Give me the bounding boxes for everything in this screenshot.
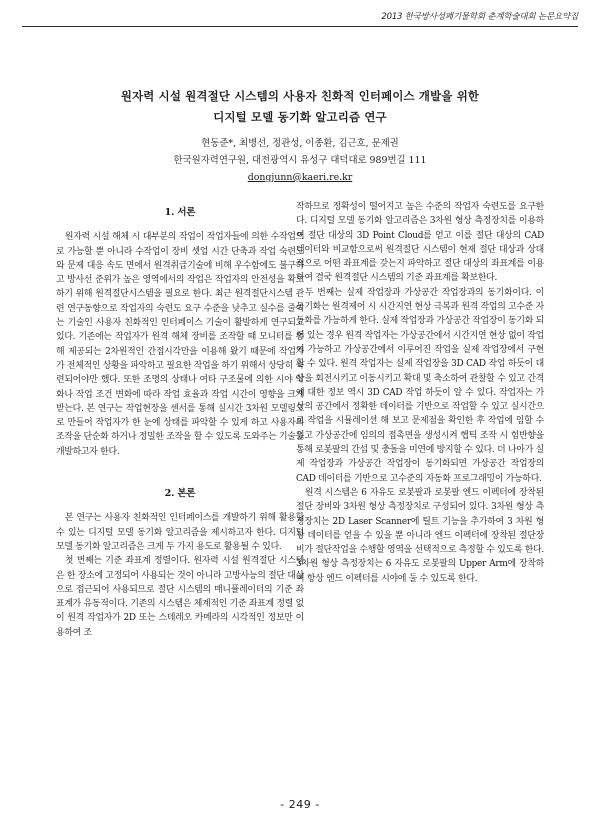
right-column	[296, 200, 544, 586]
paper-title	[0, 86, 600, 128]
paragraph: 첫 번째는 기준 좌표계 정렬이다. 원자력 시설 원격절단 시스템은 한 장소에 고정되어 사용되는 것이 아니라 고방사능의 절단 대상으로 접근되어 사용되므로 절단 시스템의 매니퓰레이터의 기준 좌표계가 유동적이다. 기존의 시스템은 체계적인 기준 좌표계 정렬 없이 원격 작업자가 2D 또는 스테레오 카메라의 시각적인 정보만 이용하여 조	[56, 556, 304, 638]
paragraph: 두 번째는 실제 작업장과 가상공간 작업장과의 동기화이다. 이 동기화는 원격제어 시 시간지연 현상 극복과 원격 작업의 고수준 자동화를 가능하게 한다. 실제 작업장과 가상공간 작업장이 동기화 되어 있는 경우 원격 작업자는 가상공간에서 시간지연 현상 없이 작업이 가능하고 가상공간에서 이루어진 작업을 실제 작업장에서 구현할 수 있다. 원격 작업자는 실제 작업장을 3D CAD 작업 하듯이 대상을 회전시키고 이동시키고 확대 및 축소하여 관찰할 수 있고 간격에 대한 정보 역시 3D CAD 작업 하듯이 알 수 있다. 작업자는 가상의 공간에서 정확한 데이터를 기반으로 작업할 수 있고 실시간으로 작업을 시뮬레이션 해 보고 문제점을 확인한 후 작업에 임할 수 있고 가상공간에 임의의 접촉면을 생성시켜 햅틱 조작 시 힘반향을 통해 로봇팔의 간섭 및 충돌을 미연에 방지할 수 있다. 더 나아가 실제 작업장과 가상공간 작업장이 동기화되면 가상공간 작업장의 CAD 데이터를 기반으로 고수준의 자동화 프로그래밍이 가능하다.	[296, 287, 544, 484]
section-heading-introduction: 1. 서론	[164, 207, 196, 218]
page-number: - 249 -	[280, 798, 320, 811]
email-link[interactable]	[0, 169, 600, 186]
paragraph: 본 연구는 사용자 친화적인 인터페이스를 개발하기 위해 활용할 수 있는 디지털 모델 동기화 알고리즘을 제시하고자 한다. 디지털 모델 동기화 알고리즘은 크게 두 가지 용도로 활용될 수 있다.	[56, 513, 304, 552]
author-block	[0, 135, 600, 186]
author-names: 현동준*, 최병선, 정관성, 이종환, 김근호, 문제권	[201, 138, 399, 149]
section-heading-body: 2. 본론	[164, 488, 196, 500]
paragraph: 작하므로 정확성이 떨어지고 높은 수준의 작업자 숙련도를 요구한다. 디지털 모델 동기화 알고리즘은 3차원 형상 측정장치를 이용하여 절단 대상의 3D Point Cloud를 얻고 이를 절단 대상의 CAD 데이터와 비교함으로써 원격절단 시스템이 현재 절단 대상과 상대적으로 어떤 좌표계를 갖는지 파악하고 절단 대상의 좌표계를 이용하여 결국 원격절단 시스템의 기준 좌표계를 확보한다.	[296, 202, 544, 284]
running-header: 2013 한국방사성폐기물학회 춘계학술대회 논문요약집	[381, 12, 578, 22]
header-rule	[22, 26, 578, 27]
left-column	[56, 200, 304, 640]
affiliation: 한국원자력연구원, 대전광역시 유성구 대덕대로 989번길 111	[173, 155, 427, 166]
paragraph: 원자력 시설 해체 시 대부분의 작업이 작업자들에 의한 수작업으로 가능할 뿐 아니라 수작업이 장비 셋업 시간 단축과 작업 숙련도와 문제 대응 속도 면에서 원격취급기술에 비해 우수함에도 불구하고 방사선 준위가 높은 영역에서의 작업은 작업자의 안전성을 확보하기 위해 원격절단시스템을 필요로 한다. 최근 원격절단시스템 관련 연구동향으로 작업자의 숙련도 요구 수준을 낮추고 실수를 줄이는 기술인 사용자 친화적인 인터페이스 기술이 활발하게 연구되고 있다. 기존에는 작업자가 원격 해체 장비를 조작할 때 모니터를 통해 제공되는 2차원적인 간접시각만을 이용해 왔기 때문에 작업자가 전체적인 상황을 파악하고 필요한 작업을 하기 위해서 상당히 숙련되어야만 했다. 또한 조명의 상태나 여타 구조물에 의한 시야 악화나 작업 조건 변화에 따라 작업 효율과 작업 시간이 영향을 크게 받는다. 본 연구는 작업현장을 센서를 통해 실시간 3차원 모델링으로 만들어 작업자가 한 눈에 상태를 파악할 수 있게 하고 사용자의 조작을 단순화 하거나 정밀한 조작을 할 수 있도록 도와주는 기술을 개발하고자 한다.	[56, 232, 304, 457]
section-gap	[56, 459, 304, 481]
email-text[interactable]: dongjunn@kaeri.re.kr	[247, 172, 353, 183]
title-line: 원자력 시설 원격절단 시스템의 사용자 친화적 인터페이스 개발을 위한	[120, 89, 480, 103]
paragraph: 원격 시스템은 6 자유도 로봇팔과 로봇팔 엔드 이펙터에 장착된 절단 장비와 3차원 형상 측정장치로 구성되어 있다. 3차원 형상 측정장치는 2D Laser Scanner에 틸트 기능을 추가하여 3 차원 형상 데이터를 얻을 수 있을 뿐 아니라 엔드 이펙터에 장착된 절단장비가 절단작업을 수행할 영역을 선택적으로 측정할 수 있도록 한다. 3차원 형상 측정장치는 6 자유도 로봇팔의 Upper Arm에 장착하여 항상 엔드 이펙터를 시야에 둘 수 있도록 한다.	[296, 487, 544, 584]
title-line: 디지털 모델 동기화 알고리즘 연구	[213, 110, 387, 124]
